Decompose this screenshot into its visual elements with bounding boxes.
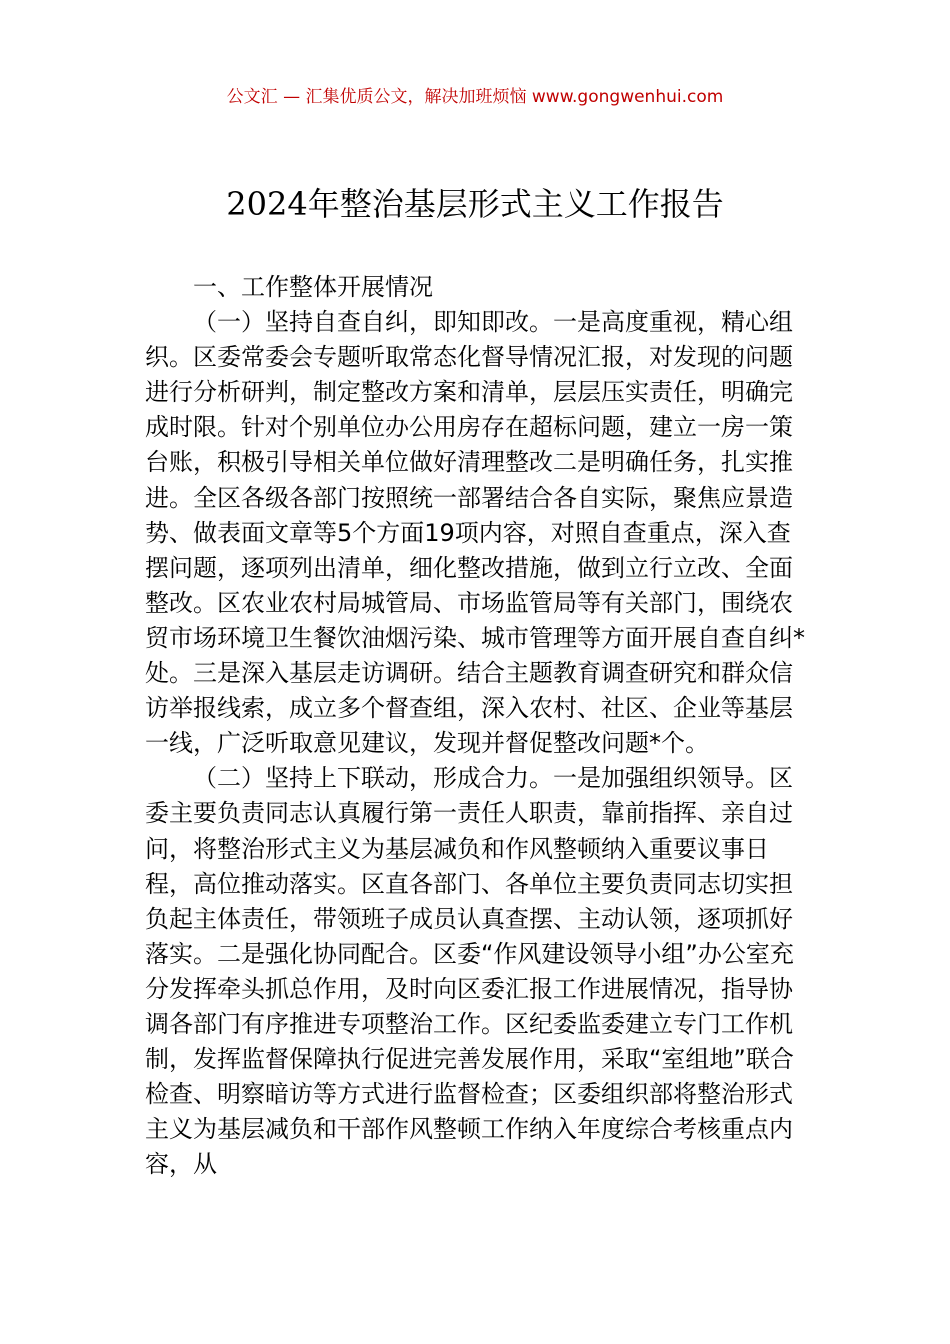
document-body [145,270,810,1182]
paragraph-2: （二）坚持上下联动，形成合力。一是加强组织领导。区委主要负责同志认真履行第一责任人职责，靠前指挥、亲自过问，将整治形式主义为基层减负和作风整顿纳入重要议事日程，高位推动落实。区直各部门、各单位主要负责同志切实担负起主体责任，带领班子成员认真查摆、主动认领，逐项抓好落实。二是强化协同配合。区委“作风建设领导小组”办公室充分发挥牵头抓总作用，及时向区委汇报工作进展情况，指导协调各部门有序推进专项整治工作。区纪委监委建立专门工作机制，发挥监督保障执行促进完善发展作用，采取“室组地”联合检查、明察暗访等方式进行监督检查；区委组织部将整治形式主义为基层减负和干部作风整顿工作纳入年度综合考核重点内容，从 [145,764,794,1179]
paragraph-1: （一）坚持自查自纠，即知即改。一是高度重视，精心组织。区委常委会专题听取常态化督导情况汇报，对发现的问题进行分析研判，制定整改方案和清单，层层压实责任，明确完成时限。针对个别单位办公用房存在超标问题，建立一房一策台账，积极引导相关单位做好清理整改二是明确任务，扎实推进。全区各级各部门按照统一部署结合各自实际，聚焦应景造势、做表面文章等5个方面19项内容，对照自查重点，深入查摆问题，逐项列出清单，细化整改措施，做到立行立改、全面整改。区农业农村局城管局、市场监管局等有关部门，围绕农贸市场环境卫生餐饮油烟污染、城市管理等方面开展自查自纠*处。三是深入基层走访调研。结合主题教育调查研究和群众信访举报线索，成立多个督查组，深入农村、社区、企业等基层一线，广泛听取意见建议，发现并督促整改问题*个。 [145,308,805,758]
document-title: 2024年整治基层形式主义工作报告 [226,185,724,223]
section-heading: 一、工作整体开展情况 [193,273,433,301]
site-header-banner: 公文汇 — 汇集优质公文，解决加班烦恼 www.gongwenhui.com [226,87,724,107]
